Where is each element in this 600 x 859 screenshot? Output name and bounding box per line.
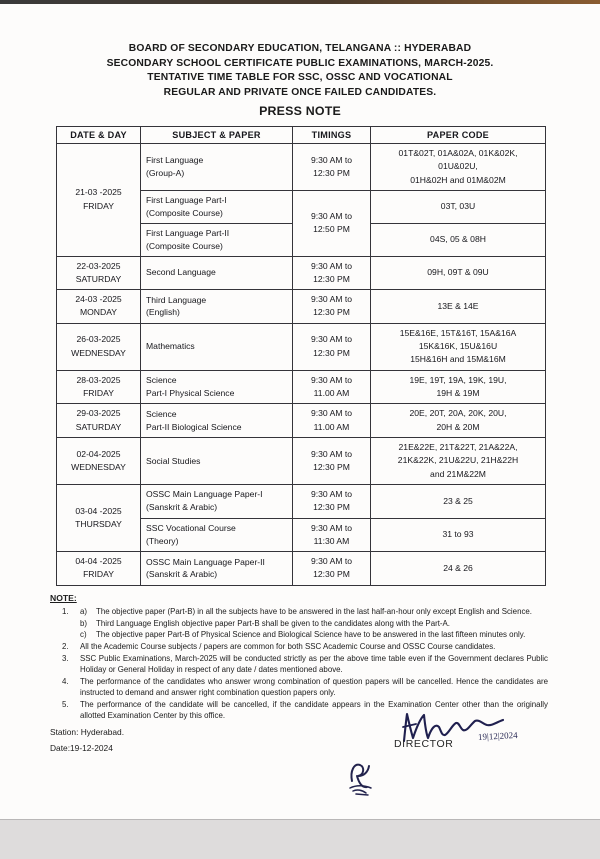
cell-subject (141, 290, 293, 324)
time-start: 9:30 AM to (310, 522, 353, 533)
subject-line-2: (English) (146, 307, 180, 318)
cell-paper-code: 09H, 09T & 09U (371, 256, 546, 290)
subitem-label: b) (80, 618, 88, 628)
cell-timings (293, 190, 371, 256)
document-footer (0, 721, 600, 756)
timetable-body (57, 144, 546, 586)
subject-line-1: First Language Part-II (146, 227, 230, 238)
timetable-container (0, 121, 600, 586)
note-subitem (80, 606, 548, 617)
time-start: 9:30 AM to (310, 260, 353, 271)
date-value: 03-04 -2025 (75, 505, 122, 516)
heading-line-4: REGULAR AND PRIVATE ONCE FAILED CANDIDATES. (163, 86, 437, 98)
note-number: 5. (62, 699, 69, 709)
time-start: 9:30 AM to (310, 374, 353, 385)
note-subitems (80, 606, 548, 641)
cell-subject (141, 144, 293, 191)
cell-paper-code: 31 to 93 (371, 518, 546, 552)
date-value: 02-04-2025 (76, 448, 121, 459)
date-value: 29-03-2025 (76, 408, 121, 419)
cell-timings (293, 144, 371, 191)
note-text: SSC Public Examinations, March-2025 will be conducted strictly as per the above time table even if the Government declares Public Holiday or General Holiday in respect of any date / dates mentioned above. (80, 653, 548, 674)
time-end: 11:30 AM (313, 535, 350, 546)
cell-timings (293, 518, 371, 552)
cell-timings (293, 256, 371, 290)
time-end: 12:30 PM (313, 569, 350, 580)
time-end: 11.00 AM (313, 421, 350, 432)
note-text: The performance of the candidate will be cancelled, if the candidate appears in the Examination Center other than the originally allotted Examination Center by this office. (80, 699, 548, 720)
note-item-3 (50, 653, 548, 675)
cell-subject (141, 256, 293, 290)
time-end: 12:30 PM (313, 273, 350, 284)
table-row (57, 256, 546, 290)
notes-title: NOTE: (50, 592, 77, 603)
day-value: SATURDAY (75, 421, 122, 432)
cell-timings (293, 370, 371, 404)
subject-line-2: (Sanskrit & Arabic) (146, 569, 218, 580)
note-number: 4. (62, 676, 69, 686)
subitem-label: a) (80, 606, 88, 616)
date-value: 24-03 -2025 (75, 294, 122, 305)
cell-paper-code: 24 & 26 (371, 552, 546, 586)
subitem-text: The objective paper (Part-B) in all the subjects have to be answered in the last half-an-hour only except English and Science. (96, 606, 532, 616)
cell-paper-code: 01T&02T, 01A&02A, 01K&02K, 01U&02U, 01H&02H and 01M&02M (371, 144, 546, 191)
col-header-date: DATE & DAY (57, 127, 141, 144)
cell-timings (293, 484, 371, 518)
subject-line-2: (Composite Course) (146, 240, 223, 251)
table-row (57, 144, 546, 191)
note-subitem (80, 629, 548, 640)
day-value: FRIDAY (83, 200, 114, 211)
time-start: 9:30 AM to (310, 294, 353, 305)
cell-date (57, 323, 141, 370)
subject-line-1: Science (146, 375, 177, 386)
col-header-subject: SUBJECT & PAPER (141, 127, 293, 144)
cell-date (57, 144, 141, 257)
cell-timings (293, 323, 371, 370)
date-value: 26-03-2025 (76, 334, 121, 345)
heading-line-3: TENTATIVE TIME TABLE FOR SSC, OSSC AND VOCATIONAL (147, 72, 453, 84)
cell-timings (293, 404, 371, 438)
subject-line-1: Second Language (146, 267, 216, 278)
subject-line-2: Part-I Physical Science (146, 388, 235, 399)
day-value: SATURDAY (75, 273, 122, 284)
time-start: 9:30 AM to (310, 154, 353, 165)
subject-line-2: (Sanskrit & Arabic) (146, 502, 218, 513)
note-text: All the Academic Course subjects / papers are common for both SSC Academic Course and OSSC Course candidates. (80, 641, 496, 651)
date-value: 22-03-2025 (76, 260, 121, 271)
day-value: FRIDAY (83, 388, 114, 399)
subject-line-1: Third Language (146, 294, 207, 305)
table-row (57, 437, 546, 484)
station-line: Station: Hyderabad. (50, 727, 125, 738)
note-item-1 (50, 606, 548, 641)
cell-subject (141, 437, 293, 484)
note-subitem (80, 618, 548, 629)
subject-line-2: (Composite Course) (146, 207, 223, 218)
col-header-paper-code: PAPER CODE (371, 127, 546, 144)
press-note-title: PRESS NOTE (259, 104, 341, 119)
time-start: 9:30 AM to (310, 448, 353, 459)
table-row (57, 484, 546, 518)
notes-section (0, 586, 600, 721)
heading-line-1: BOARD OF SECONDARY EDUCATION, TELANGANA :: HYDERABAD (128, 43, 472, 54)
subject-line-2: (Theory) (146, 535, 179, 546)
subitem-text: Third Language English objective paper Part-B shall be given to the candidates along with the Part-A. (96, 618, 450, 628)
table-row (57, 552, 546, 586)
table-row (57, 404, 546, 438)
note-number: 3. (62, 653, 69, 663)
time-end: 12:30 PM (313, 461, 350, 472)
cell-date (57, 437, 141, 484)
scanned-sheet (0, 4, 600, 819)
exam-timetable (56, 126, 546, 586)
cell-subject (141, 223, 293, 256)
table-row (57, 370, 546, 404)
subitem-label: c) (80, 630, 87, 640)
time-start: 9:30 AM to (310, 556, 353, 567)
note-text: The performance of the candidates who answer wrong combination of question papers will be cancelled. Hence the candidates are instructed to demand and answer right combination question papers only. (80, 676, 548, 697)
note-item-2 (50, 641, 548, 652)
cell-date (57, 290, 141, 324)
note-number: 2. (62, 641, 69, 651)
notes-list (50, 606, 548, 721)
subject-line-1: OSSC Main Language Paper-II (146, 556, 265, 567)
bottom-edge-band (0, 819, 600, 859)
cell-paper-code: 20E, 20T, 20A, 20K, 20U, 20H & 20M (371, 404, 546, 438)
cell-subject (141, 370, 293, 404)
date-value: 28-03-2025 (76, 374, 121, 385)
time-start: 9:30 AM to (310, 408, 353, 419)
cell-date (57, 552, 141, 586)
subject-line-1: SSC Vocational Course (146, 522, 236, 533)
table-row (57, 323, 546, 370)
subject-line-1: First Language (146, 155, 204, 166)
subject-line-2: Part-II Biological Science (146, 421, 242, 432)
designation-label: DIRECTOR (394, 738, 454, 751)
subject-line-1: Mathematics (146, 341, 195, 352)
cell-date (57, 256, 141, 290)
cell-subject (141, 518, 293, 552)
cell-paper-code: 21E&22E, 21T&22T, 21A&22A, 21K&22K, 21U&22U, 21H&22H and 21M&22M (371, 437, 546, 484)
subject-line-1: Social Studies (146, 455, 201, 466)
time-end: 12:30 PM (313, 502, 350, 513)
signature-date: 19|12|2024 (477, 730, 518, 743)
cell-date (57, 484, 141, 551)
cell-subject (141, 190, 293, 223)
table-row (57, 290, 546, 324)
day-value: WEDNESDAY (71, 461, 126, 472)
note-number: 1. (62, 606, 69, 616)
date-line: Date:19-12-2024 (50, 743, 113, 754)
document-heading (0, 4, 600, 121)
cell-paper-code: 23 & 25 (371, 484, 546, 518)
subject-line-1: First Language Part-I (146, 194, 227, 205)
cell-timings (293, 552, 371, 586)
heading-line-2: SECONDARY SCHOOL CERTIFICATE PUBLIC EXAMINATIONS, MARCH-2025. (106, 57, 494, 69)
time-start: 9:30 AM to (310, 488, 353, 499)
cell-subject (141, 323, 293, 370)
time-end: 12:30 PM (313, 347, 350, 358)
subject-line-2: (Group-A) (146, 168, 185, 179)
cell-paper-code: 03T, 03U (371, 190, 546, 223)
day-value: THURSDAY (75, 519, 122, 530)
cell-timings (293, 290, 371, 324)
cell-subject (141, 552, 293, 586)
day-value: WEDNESDAY (71, 347, 126, 358)
time-end: 12:30 PM (313, 307, 350, 318)
initials-mark-icon (344, 757, 404, 799)
cell-paper-code: 19E, 19T, 19A, 19K, 19U, 19H & 19M (371, 370, 546, 404)
cell-date (57, 404, 141, 438)
day-value: FRIDAY (83, 569, 114, 580)
date-value: 04-04 -2025 (75, 556, 122, 567)
date-value: 21-03 -2025 (75, 187, 122, 198)
col-header-timings: TIMINGS (293, 127, 371, 144)
time-end: 12:50 PM (313, 224, 350, 235)
time-end: 12:30 PM (313, 168, 350, 179)
time-start: 9:30 AM to (310, 334, 353, 345)
cell-paper-code: 04S, 05 & 08H (371, 223, 546, 256)
cell-date (57, 370, 141, 404)
time-end: 11.00 AM (313, 388, 350, 399)
note-item-4 (50, 676, 548, 698)
signature-block (372, 713, 552, 783)
cell-subject (141, 484, 293, 518)
cell-paper-code: 15E&16E, 15T&16T, 15A&16A 15K&16K, 15U&16U 15H&16H and 15M&16M (371, 323, 546, 370)
subitem-text: The objective paper Part-B of Physical Science and Biological Science have to be answered in the last fifteen minutes only. (96, 630, 526, 640)
cell-timings (293, 437, 371, 484)
cell-paper-code: 13E & 14E (371, 290, 546, 324)
day-value: MONDAY (79, 307, 118, 318)
time-start: 9:30 AM to (310, 210, 353, 221)
subject-line-1: OSSC Main Language Paper-I (146, 489, 263, 500)
subject-line-1: Science (146, 408, 177, 419)
table-header-row (57, 127, 546, 144)
cell-subject (141, 404, 293, 438)
